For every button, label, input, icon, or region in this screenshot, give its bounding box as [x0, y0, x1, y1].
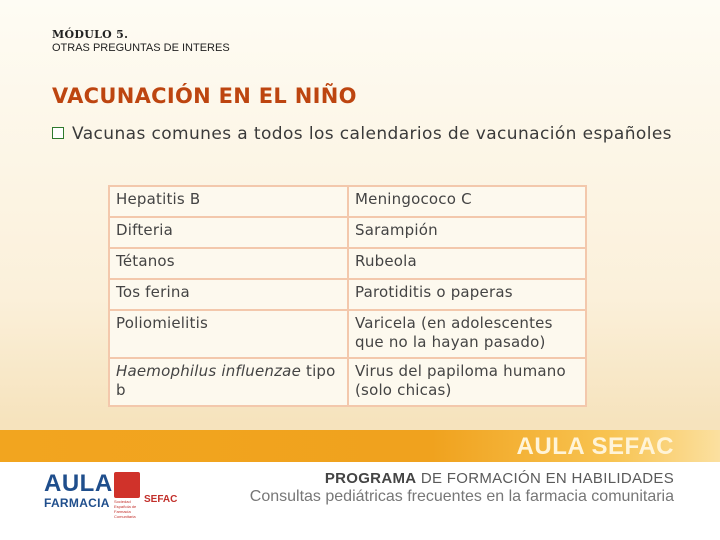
- band-label: AULA SEFAC: [516, 433, 674, 460]
- table-row: [109, 217, 586, 248]
- sefac-small-text: Sociedad Española de Farmacia Comunitaria: [114, 499, 137, 519]
- table-cell: Parotiditis o paperas: [348, 279, 586, 310]
- footer: [0, 462, 720, 540]
- program-title: [250, 470, 674, 506]
- module-subtitle: OTRAS PREGUNTAS DE INTERES: [52, 42, 230, 54]
- table-cell: Sarampión: [348, 217, 586, 248]
- table-cell: Rubeola: [348, 248, 586, 279]
- table-cell: Tétanos: [109, 248, 348, 279]
- logo-line-2: FARMACIA: [44, 496, 110, 510]
- sefac-mark-icon: [114, 472, 140, 498]
- program-bold: PROGRAMA: [324, 470, 417, 487]
- program-rest: DE FORMACIÓN EN HABILIDADES: [416, 470, 674, 487]
- aula-farmacia-logo: [44, 470, 113, 516]
- table-cell: Tos ferina: [109, 279, 348, 310]
- table-cell: Hepatitis B: [109, 186, 348, 217]
- table-cell: Meningococo C: [348, 186, 586, 217]
- bullet-point: [52, 122, 672, 147]
- table-row: [109, 279, 586, 310]
- table-row: [109, 186, 586, 217]
- table-cell: Poliomielitis: [109, 310, 348, 358]
- sefac-logo: [114, 472, 178, 519]
- program-line-1: [250, 470, 674, 487]
- sefac-word: SEFAC: [144, 494, 178, 505]
- table-row: [109, 310, 586, 358]
- checkbox-bullet-icon: [52, 127, 64, 139]
- table-cell: Virus del papiloma humano (solo chicas): [348, 358, 586, 406]
- cell-text: tipo b: [116, 362, 336, 399]
- table-cell: Varicela (en adolescentes que no la hayan pasado): [348, 310, 586, 358]
- italic-species-name: Haemophilus influenzae: [116, 362, 302, 380]
- bullet-text: Vacunas comunes a todos los calendarios de vacunación españoles: [72, 124, 672, 144]
- vaccine-table: [108, 185, 587, 407]
- table-row: [109, 358, 586, 406]
- brand-band: [0, 430, 720, 462]
- logo-line-1: AULA: [44, 470, 113, 497]
- table-row: [109, 248, 586, 279]
- table-cell: [109, 358, 348, 406]
- table-cell: Difteria: [109, 217, 348, 248]
- module-number: MÓDULO 5.: [52, 28, 129, 41]
- module-header: [52, 28, 230, 54]
- program-line-2: Consultas pediátricas frecuentes en la farmacia comunitaria: [249, 488, 674, 505]
- page-title: VACUNACIÓN EN EL NIÑO: [52, 84, 357, 108]
